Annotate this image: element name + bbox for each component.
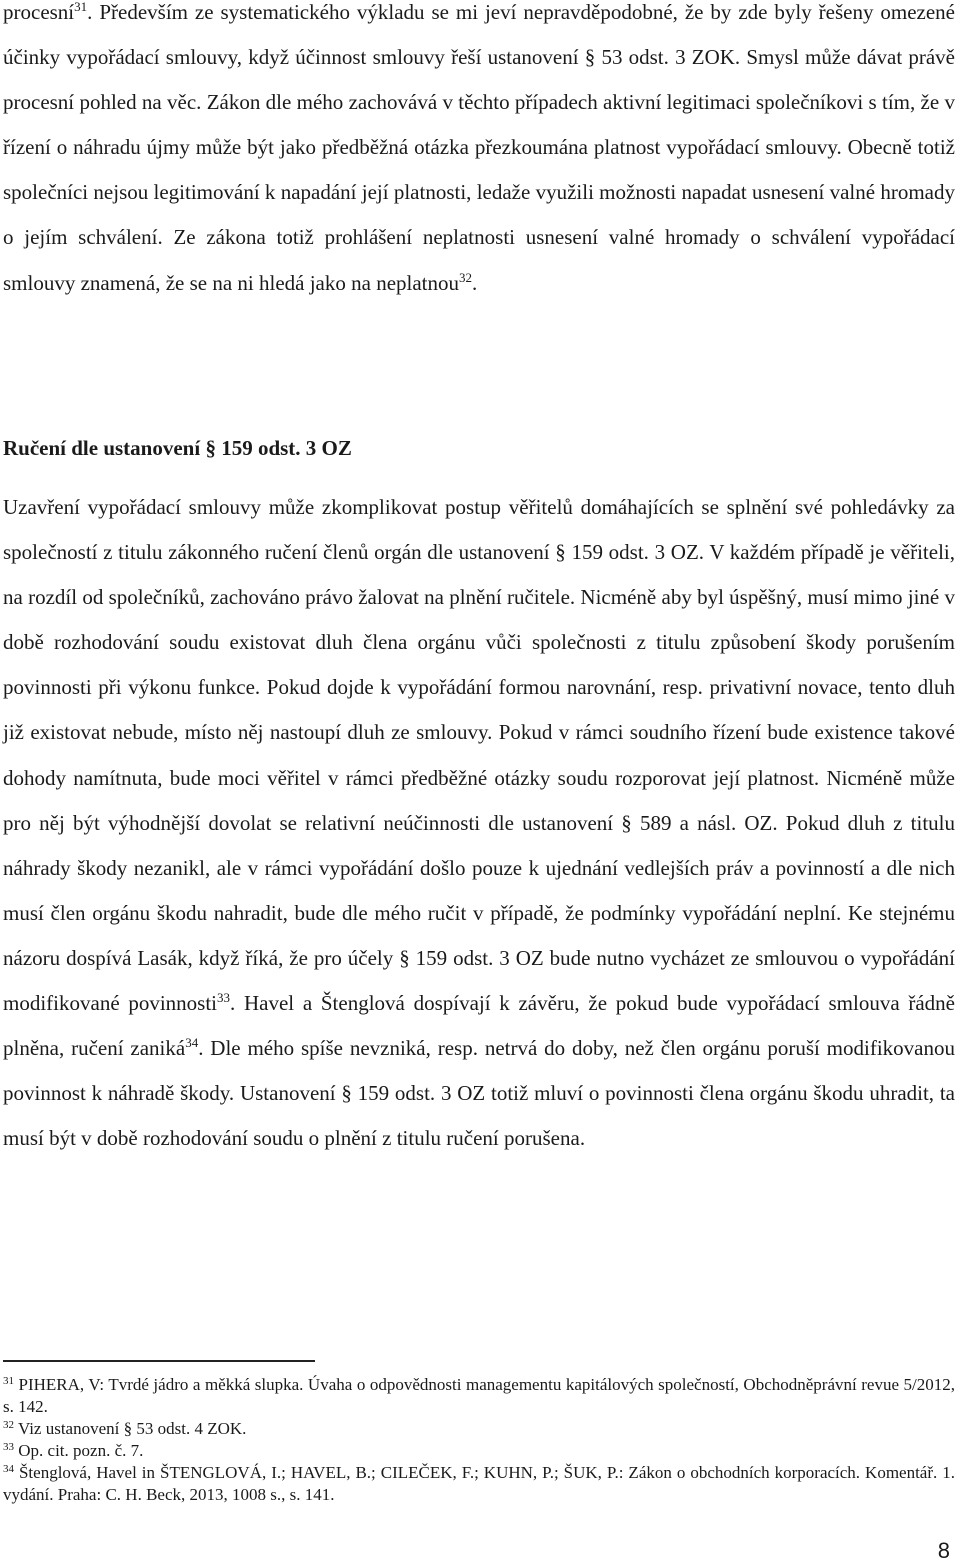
footnote-text: PIHERA, V: Tvrdé jádro a měkká slupka. Úvaha o odpovědnosti managementu kapitálových společností, Obchodněprávní revue 5/2012, s. 142. [3, 1375, 955, 1416]
footnote-text: Viz ustanovení § 53 odst. 4 ZOK. [14, 1419, 247, 1438]
footnote-text: Op. cit. pozn. č. 7. [14, 1441, 144, 1460]
footnote-item [3, 1418, 955, 1440]
paragraph-text: . [472, 270, 478, 295]
footnote-item [3, 1374, 955, 1418]
footnote-ref[interactable]: 33 [217, 990, 231, 1006]
paragraph-text: Uzavření vypořádací smlouvy může zkomplikovat postup věřitelů domáhajících se splnění své pohledávky za společností z titulu zákonného ručení členů orgán dle ustanovení § 159 odst. 3 OZ. V každém případě je věřiteli, na rozdíl od společníků, zachováno právo žalovat na plnění ručitele. Nicméně aby byl úspěšný, musí mimo jiné v době rozhodování soudu existovat dluh člena orgánu vůči společnosti z titulu způsobení škody porušením povinnosti při výkonu funkce. Pokud dojde k vypořádání formou narovnání, resp. privativní novace, tento dluh již existovat nebude, místo něj nastoupí dluh ze smlouvy. Pokud v rámci soudního řízení bude existence takové dohody namítnuta, bude moci věřitel v rámci předběžné otázky soudu rozporovat její platnost. Nicméně může pro něj být výhodnější dovolat se relativní neúčinnosti dle ustanovení § 589 a násl. OZ. Pokud dluh z titulu náhrady škody nezanikl, ale v rámci vypořádání došlo pouze k ujednání vedlejších práv a povinností a dle nich musí člen orgánu škodu nahradit, bude dle mého ručit v případě, že podmínky vypořádání neplní. Ke stejnému názoru dospívá Lasák, když říká, že pro účely § 159 odst. 3 OZ bude nutno vycházet ze smlouvou o vypořádání modifikované povinnosti [3, 495, 955, 1016]
body-paragraph [3, 485, 955, 1161]
paragraph-text: . Především ze systematického výkladu se mi jeví nepravděpodobné, že by zde byly řešeny omezené účinky vypořádací smlouvy, když účinnost smlouvy řeší ustanovení § 53 odst. 3 ZOK. Smysl může dávat právě procesní pohled na věc. Zákon dle mého zachovává v těchto případech aktivní legitimaci společníkovi s tím, že v řízení o náhradu újmy může být jako předběžná otázka přezkoumána platnost vypořádací smlouvy. Obecně totiž společníci nejsou legitimování k napadání její platnosti, ledaže využili možnosti napadat usnesení valné hromady o jejím schválení. Ze zákona totiž prohlášení neplatnosti usnesení valné hromady o schválení vypořádací smlouvy znamená, že se na ni hledá jako na neplatnou [3, 0, 955, 295]
footnote-number: 31 [3, 1375, 14, 1387]
footnote-item [3, 1462, 955, 1506]
footnote-number: 33 [3, 1441, 14, 1453]
paragraph-text: . Dle mého spíše nevzniká, resp. netrvá do doby, než člen orgánu poruší modifikovanou povinnost k náhradě škody. Ustanovení § 159 odst. 3 OZ totiž mluví o povinnosti člena orgánu škodu uhradit, ta musí být v době rozhodování soudu o plnění z titulu ručení porušena. [3, 1036, 956, 1151]
footnotes [3, 1374, 955, 1506]
footnote-separator [3, 1360, 315, 1362]
section-heading: Ručení dle ustanovení § 159 odst. 3 OZ [3, 436, 352, 460]
footnote-item [3, 1440, 955, 1462]
paragraph-text: procesní [3, 0, 75, 24]
footnote-number: 34 [3, 1463, 14, 1475]
body-paragraph [3, 0, 955, 306]
footnote-number: 32 [3, 1419, 14, 1431]
paragraph-text: . Havel a Štenglová dospívají k závěru, že pokud bude vypořádací smlouva řádně plněna, ručení zaniká [3, 991, 955, 1061]
footnote-text: Štenglová, Havel in ŠTENGLOVÁ, I.; HAVEL, B.; CILEČEK, F.; KUHN, P.; ŠUK, P.: Zákon o obchodních korporacích. Komentář. 1. vydání. Praha: C. H. Beck, 2013, 1008 s., s. 141. [3, 1463, 955, 1504]
page-number: 8 [937, 1538, 950, 1563]
footnote-ref[interactable]: 32 [459, 269, 473, 285]
footnote-ref[interactable]: 34 [185, 1035, 199, 1051]
footnote-ref[interactable]: 31 [74, 0, 88, 14]
